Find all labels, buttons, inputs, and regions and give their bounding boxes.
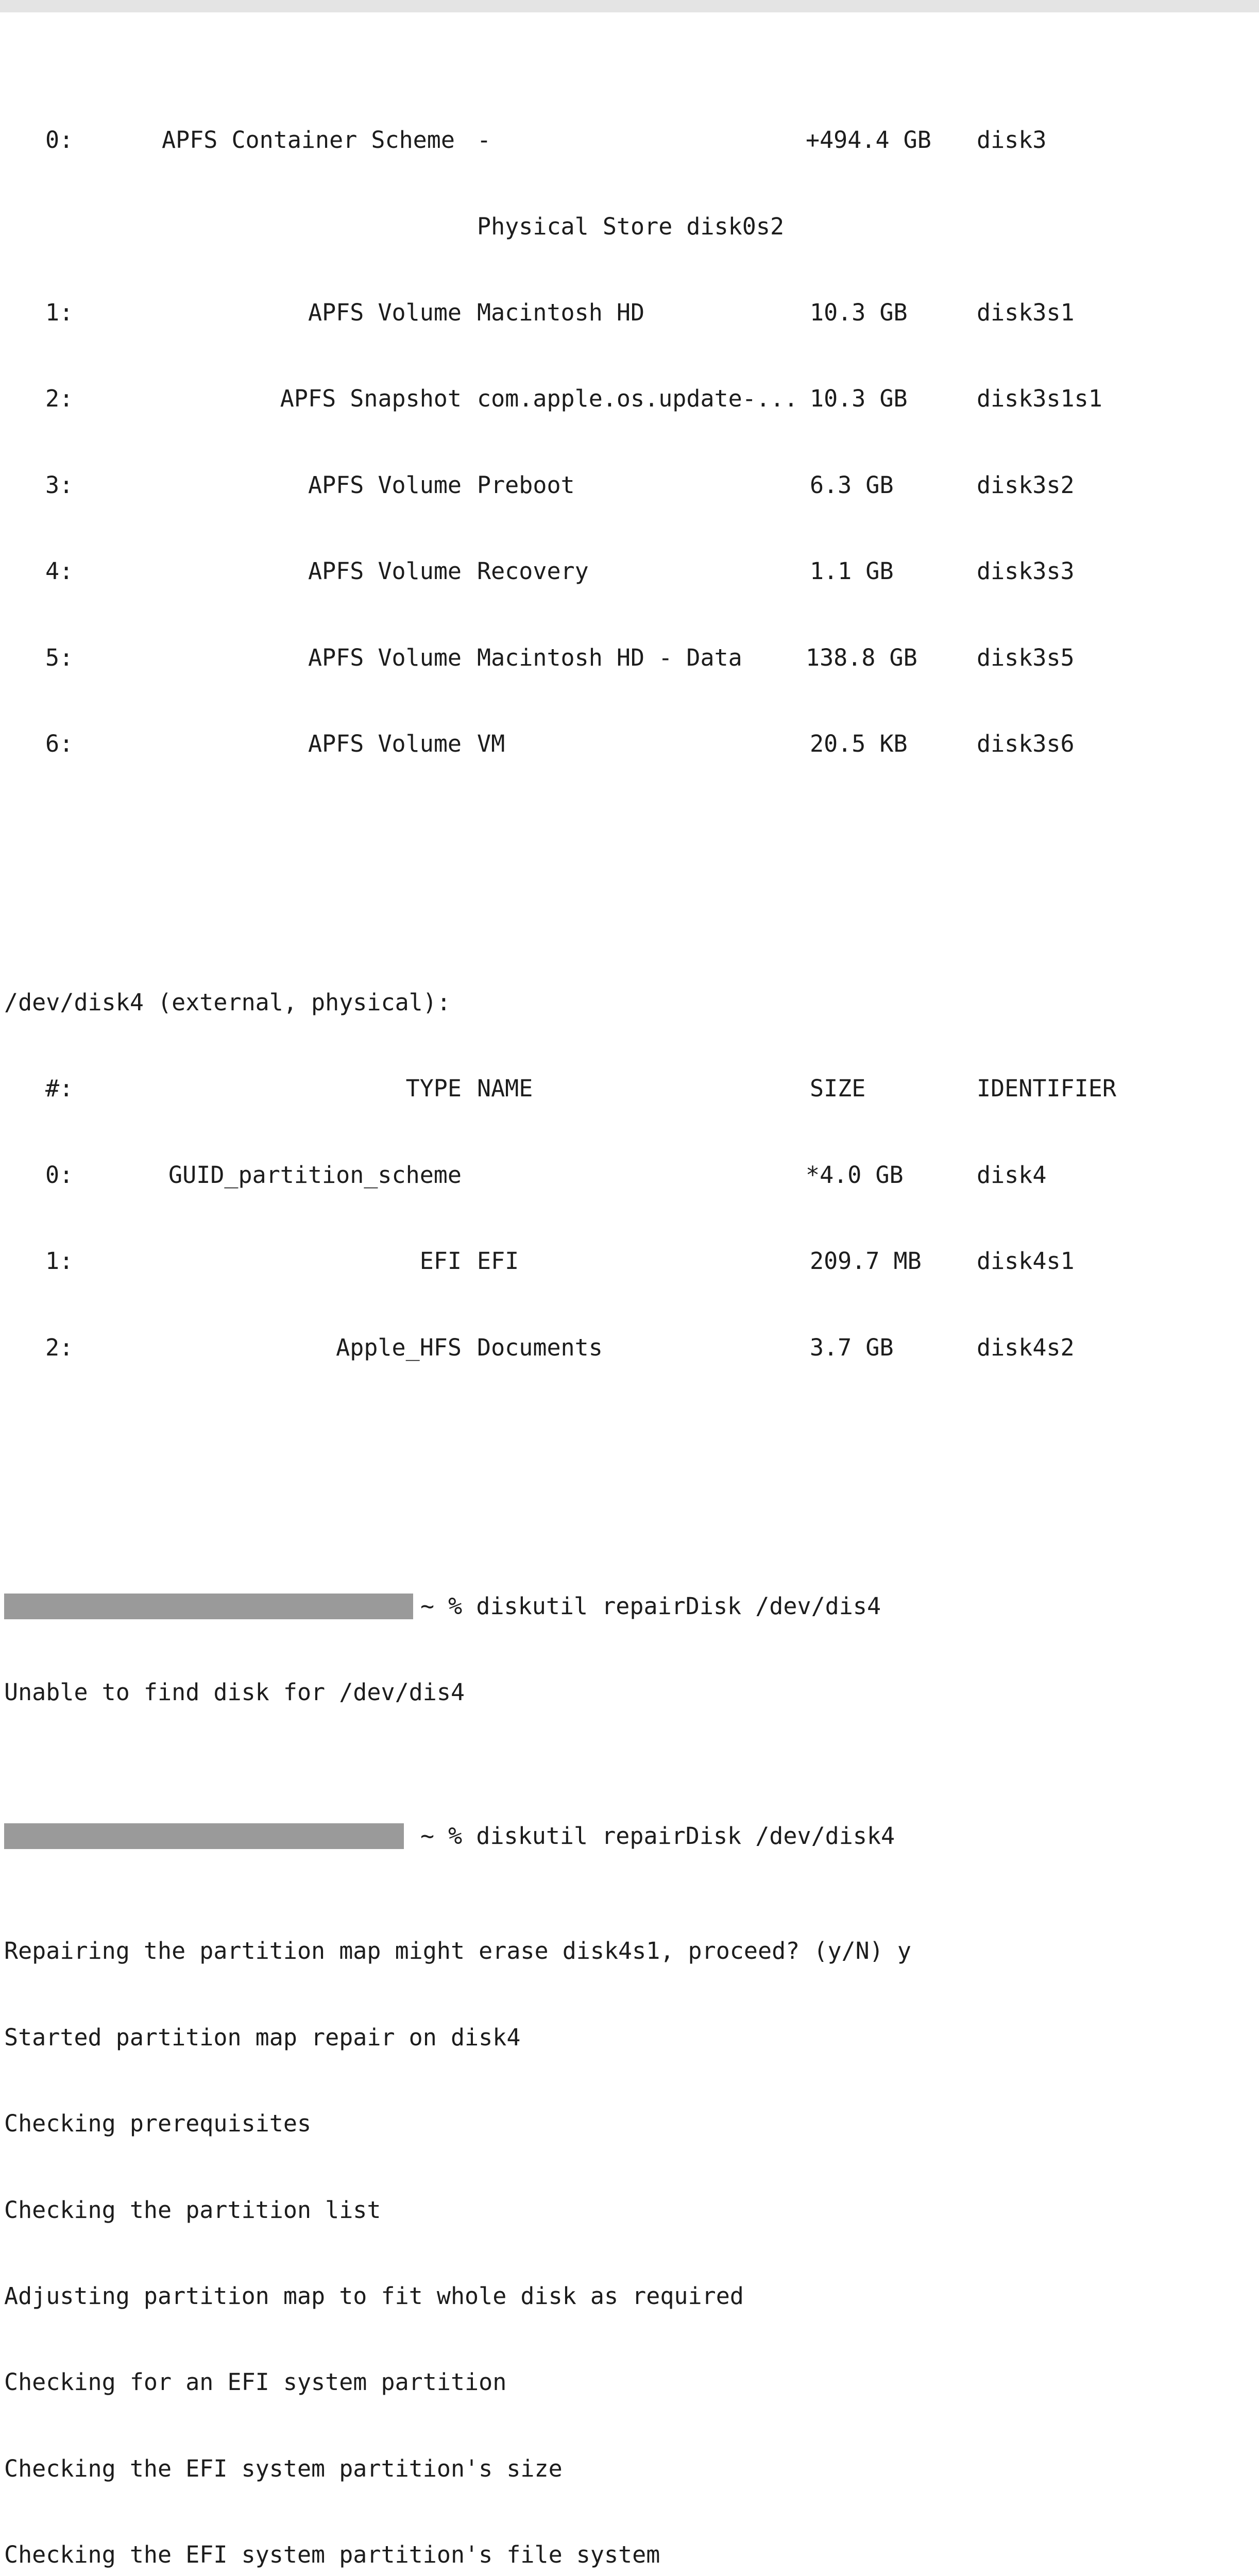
partition-name: com.apple.os.update-...	[477, 385, 798, 413]
partition-size: 209.7 MB	[810, 1247, 922, 1275]
output-line	[4, 2109, 1256, 2138]
partition-type: APFS Snapshot	[280, 385, 462, 413]
partition-size: +494.4 GB	[806, 126, 931, 154]
command-text: ~ % diskutil repairDisk /dev/dis4	[420, 1592, 881, 1620]
partition-index: 5:	[45, 643, 74, 671]
partition-type: APFS Volume	[308, 643, 462, 671]
disk4-header-text: /dev/disk4 (external, physical):	[4, 989, 451, 1016]
partition-identifier: disk3s3	[977, 557, 1075, 585]
blank-line	[4, 1448, 1256, 1477]
partition-row	[4, 1333, 1256, 1362]
partition-index: 0:	[45, 126, 74, 154]
partition-row	[4, 1161, 1256, 1190]
partition-index: 1:	[45, 298, 74, 326]
output-text: Checking the EFI system partition's size	[4, 2454, 563, 2482]
blank-line	[4, 844, 1256, 873]
partition-size: *4.0 GB	[806, 1161, 904, 1189]
output-line	[4, 1678, 1256, 1707]
prompt-line	[4, 1592, 1256, 1621]
partition-size: 10.3 GB	[810, 298, 908, 326]
output-text: Checking the partition list	[4, 2196, 381, 2224]
output-line	[4, 2454, 1256, 2483]
partition-index: 2:	[45, 1333, 74, 1361]
partition-name: Physical Store disk0s2	[477, 212, 785, 240]
partition-type: APFS Volume	[308, 298, 462, 326]
partition-type: Apple_HFS	[336, 1333, 462, 1361]
partition-index: 2:	[45, 385, 74, 413]
partition-name: Recovery	[477, 557, 589, 585]
output-line	[4, 2368, 1256, 2397]
redacted-prompt	[4, 1594, 413, 1619]
output-text: Checking prerequisites	[4, 2110, 312, 2138]
partition-type: GUID_partition_scheme	[168, 1161, 462, 1189]
partition-name: -	[477, 126, 491, 154]
partition-identifier: disk4	[977, 1161, 1047, 1189]
output-line	[4, 2023, 1256, 2052]
partition-row	[4, 643, 1256, 672]
partition-identifier: disk3s5	[977, 643, 1075, 671]
partition-index: 4:	[45, 557, 74, 585]
prompt-line	[4, 1822, 1256, 1851]
partition-name: Macintosh HD	[477, 298, 645, 326]
partition-name: Documents	[477, 1333, 603, 1361]
partition-row	[4, 730, 1256, 758]
disk-header	[4, 988, 1256, 1017]
partition-size: 6.3 GB	[810, 471, 894, 499]
partition-size: 20.5 KB	[810, 730, 908, 757]
partition-type: APFS Volume	[308, 730, 462, 757]
partition-row	[4, 471, 1256, 500]
partition-type: EFI	[419, 1247, 462, 1275]
column-name-header: NAME	[477, 1075, 533, 1103]
command-text: ~ % diskutil repairDisk /dev/disk4	[420, 1822, 895, 1850]
partition-row	[4, 126, 1256, 155]
partition-size: 10.3 GB	[810, 385, 908, 413]
column-header-row	[4, 1074, 1256, 1103]
partition-size: 138.8 GB	[806, 643, 917, 671]
partition-size: 3.7 GB	[810, 1333, 894, 1361]
column-size-header: SIZE	[810, 1075, 866, 1103]
partition-identifier: disk3s2	[977, 471, 1075, 499]
column-type-header: TYPE	[405, 1075, 462, 1103]
partition-index: 3:	[45, 471, 74, 499]
partition-size: 1.1 GB	[810, 557, 894, 585]
partition-identifier: disk3s6	[977, 730, 1075, 757]
partition-row	[4, 557, 1256, 586]
output-line	[4, 2196, 1256, 2225]
error-text: Unable to find disk for /dev/dis4	[4, 1679, 465, 1706]
output-line	[4, 2282, 1256, 2311]
column-index-header: #:	[45, 1075, 74, 1103]
output-text: Checking for an EFI system partition	[4, 2368, 507, 2396]
redacted-prompt	[4, 1823, 404, 1849]
partition-name: EFI	[477, 1247, 519, 1275]
output-line	[4, 2540, 1256, 2569]
partition-identifier: disk3s1	[977, 298, 1075, 326]
partition-identifier: disk3	[977, 126, 1047, 154]
output-text: Started partition map repair on disk4	[4, 2023, 521, 2051]
partition-row	[4, 1247, 1256, 1276]
column-identifier-header: IDENTIFIER	[977, 1075, 1116, 1103]
partition-name: VM	[477, 730, 505, 757]
partition-type: APFS Container Scheme	[162, 126, 455, 154]
output-text: Repairing the partition map might erase disk4s1, proceed? (y/N) y	[4, 1937, 911, 1965]
partition-type: APFS Volume	[308, 557, 462, 585]
partition-identifier: disk4s1	[977, 1247, 1075, 1275]
partition-row	[4, 384, 1256, 413]
partition-identifier: disk3s1s1	[977, 385, 1102, 413]
partition-type: APFS Volume	[308, 471, 462, 499]
partition-row	[4, 298, 1256, 327]
partition-index: 6:	[45, 730, 74, 757]
terminal-output[interactable]	[4, 11, 1256, 2576]
output-text: Checking the EFI system partition's file system	[4, 2541, 660, 2569]
partition-row	[4, 212, 1256, 241]
partition-index: 0:	[45, 1161, 74, 1189]
output-text: Adjusting partition map to fit whole disk as required	[4, 2282, 744, 2310]
partition-name: Macintosh HD - Data	[477, 643, 742, 671]
output-line	[4, 1937, 1256, 1965]
partition-identifier: disk4s2	[977, 1333, 1075, 1361]
partition-name: Preboot	[477, 471, 575, 499]
partition-index: 1:	[45, 1247, 74, 1275]
